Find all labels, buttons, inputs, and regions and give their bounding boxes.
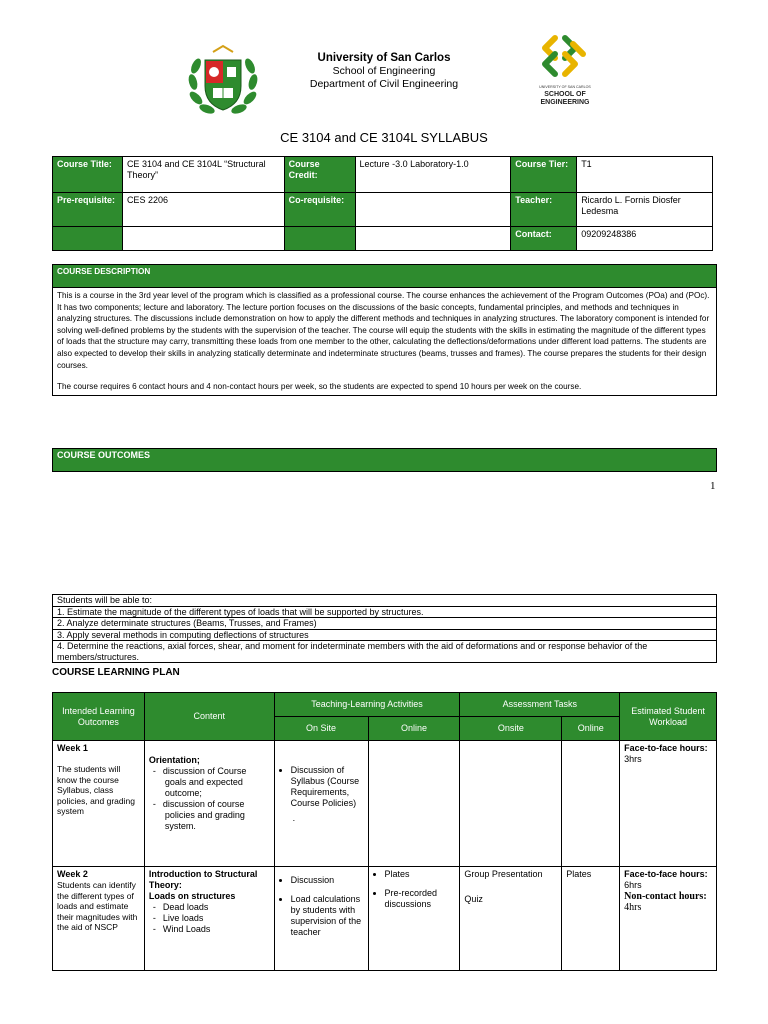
week2-online-list <box>373 869 456 910</box>
prerequisite-value: CES 2206 <box>122 193 284 227</box>
outcomes-list-table <box>52 594 717 663</box>
table-row <box>53 741 717 867</box>
learning-plan-title: COURSE LEARNING PLAN <box>52 667 180 678</box>
logo-text-university: UNIVERSITY OF SAN CARLOS <box>539 85 591 89</box>
blank-value-cell <box>122 227 284 251</box>
contact-value: 09209248386 <box>577 227 713 251</box>
list-item: • Discussion <box>291 875 364 886</box>
header-assess-online: Online <box>562 717 620 741</box>
workload-label: Face-to-face hours: <box>624 869 708 879</box>
week2-assess-onsite-cell <box>460 867 562 971</box>
list-item: - Wind Loads <box>165 924 270 935</box>
corequisite-value <box>355 193 511 227</box>
workload-value: 4hrs <box>624 902 642 913</box>
workload-value: 6hrs <box>624 880 642 890</box>
logo-text-engineering: ENGINEERING <box>540 99 590 106</box>
outcomes-intro: Students will be able to: <box>53 595 717 607</box>
list-item: - Dead loads <box>165 902 270 913</box>
university-name: University of San Carlos <box>317 52 451 64</box>
week1-content-title: Orientation; <box>148 755 200 765</box>
week1-content-cell <box>144 741 274 867</box>
course-tier-value: T1 <box>577 157 713 193</box>
week2-onsite-list <box>279 875 364 938</box>
header-onsite: On Site <box>274 717 368 741</box>
week2-content-list <box>149 902 270 935</box>
week2-content-title: Introduction to Structural Theory: <box>148 869 258 890</box>
teacher-value: Ricardo L. Fornis Diosfer Ledesma <box>577 193 713 227</box>
week2-content-sub: Loads on structures <box>148 891 236 901</box>
header-workload: Estimated Student Workload <box>620 693 717 741</box>
week1-assess-online-cell <box>562 741 620 867</box>
course-outcomes-heading: COURSE OUTCOMES <box>53 449 717 472</box>
week2-ilo-cell <box>53 867 145 971</box>
week2-online-cell <box>368 867 460 971</box>
week1-ilo-cell <box>53 741 145 867</box>
prerequisite-label: Pre-requisite: <box>53 193 123 227</box>
workload-value: 3hrs <box>624 754 642 764</box>
header-online: Online <box>368 717 460 741</box>
list-item: • Discussion of Syllabus (Course Requirements, Course Policies) <box>291 765 364 809</box>
week2-assess-online-cell <box>562 867 620 971</box>
header-ilo: Intended Learning Outcomes <box>53 693 145 741</box>
course-info-table <box>52 156 713 251</box>
week2-content-cell <box>144 867 274 971</box>
header-assessment: Assessment Tasks <box>460 693 620 717</box>
week-label: Week 1 <box>57 743 88 753</box>
outcome-item: 1. Estimate the magnitude of the different types of loads that will be supported by structures. <box>53 606 717 618</box>
assessment-item: Plates <box>566 869 592 879</box>
course-title-label: Course Title: <box>53 157 123 193</box>
week-label: Week 2 <box>57 869 88 879</box>
assessment-item: Quiz <box>464 894 483 904</box>
course-description-heading: COURSE DESCRIPTION <box>53 265 717 288</box>
teacher-label: Teacher: <box>511 193 577 227</box>
header-assess-onsite: Onsite <box>460 717 562 741</box>
list-item: - Live loads <box>165 913 270 924</box>
learning-plan-table <box>52 692 717 971</box>
week2-workload-cell <box>620 867 717 971</box>
course-title-value: CE 3104 and CE 3104L “Structural Theory” <box>122 157 284 193</box>
logo-text-school-of: SCHOOL OF <box>544 91 586 98</box>
week1-onsite-list <box>279 765 364 809</box>
course-tier-label: Course Tier: <box>511 157 577 193</box>
workload-label: Face-to-face hours: <box>624 743 708 753</box>
header-tla: Teaching-Learning Activities <box>274 693 460 717</box>
corequisite-label: Co-requisite: <box>284 193 355 227</box>
blank-label-cell <box>284 227 355 251</box>
course-credit-value: Lecture -3.0 Laboratory-1.0 <box>355 157 511 193</box>
course-credit-label: Course Credit: <box>284 157 355 193</box>
course-description-body <box>53 288 717 396</box>
course-description-paragraph: This is a course in the 3rd year level of the program which is classified as a professional course. The course enhances the achievement of the Program Outcomes (POa) and (POc). It has two components; lecture and laboratory. The lecture portion focuses on the discussions of the basic concepts, fundamental principles, and methods and techniques in analyzing structures. The discussions include demonstration on how to apply the different methods and techniques in analyzing structures. The laboratory component is intended for solving well-defined problems by the students with the supervision of the teacher. The course will equip the students with the skills in estimating the magnitude of the different types of loads that the structure may carry, transmitting these loads from one member to the other, calculating the deflections/deformations under different load patterns. The students are also expected to develop their skills in analyzing statically determinate and indeterminate structures (beams, trusses and frames). The course prepares the students for their design courses. <box>57 291 710 370</box>
assessment-item: Group Presentation <box>464 869 543 879</box>
week1-onsite-cell <box>274 741 368 867</box>
week2-ilo: Students can identify the different types of loads and estimate their magnitudes with the aid of NSCP <box>57 880 138 932</box>
outcome-item: 4. Determine the reactions, axial forces, shear, and moment for indeterminate members with the aid of deformations and or response behavior of the members/structures. <box>53 641 717 663</box>
school-of-engineering-logo <box>527 30 603 110</box>
week1-assess-onsite-cell <box>460 741 562 867</box>
page-number: 1 <box>710 480 716 492</box>
week1-content-list <box>149 766 270 832</box>
course-description-table <box>52 264 717 396</box>
syllabus-title: CE 3104 and CE 3104L SYLLABUS <box>280 130 488 145</box>
school-name: School of Engineering <box>332 65 436 77</box>
blank-value-cell <box>355 227 511 251</box>
list-item: • Pre-recorded discussions <box>385 888 456 910</box>
week1-ilo: The students will know the course Syllabus, class policies, and grading system <box>57 764 135 816</box>
list-item: • Plates <box>385 869 456 880</box>
outcome-item: 2. Analyze determinate structures (Beams, Trusses, and Frames) <box>53 618 717 630</box>
list-item: • Load calculations by students with supervision of the teacher <box>291 894 364 938</box>
list-item: - discussion of course policies and grading system. <box>165 799 270 832</box>
week1-workload-cell <box>620 741 717 867</box>
contact-label: Contact: <box>511 227 577 251</box>
department-name: Department of Civil Engineering <box>309 78 459 90</box>
week2-onsite-cell <box>274 867 368 971</box>
table-row <box>53 867 717 971</box>
university-header <box>250 52 518 91</box>
course-description-hours: The course requires 6 contact hours and 4 non-contact hours per week, so the students are expected to spend 10 hours per week on the course. <box>57 382 582 392</box>
week1-online-cell <box>368 741 460 867</box>
header-content: Content <box>144 693 274 741</box>
list-item: - discussion of Course goals and expected outcome; <box>165 766 270 799</box>
week1-onsite-extra: . <box>292 813 296 823</box>
workload-label: Non-contact hours: <box>624 891 707 902</box>
blank-label-cell <box>53 227 123 251</box>
course-outcomes-table <box>52 448 717 472</box>
outcome-item: 3. Apply several methods in computing deflections of structures <box>53 629 717 641</box>
